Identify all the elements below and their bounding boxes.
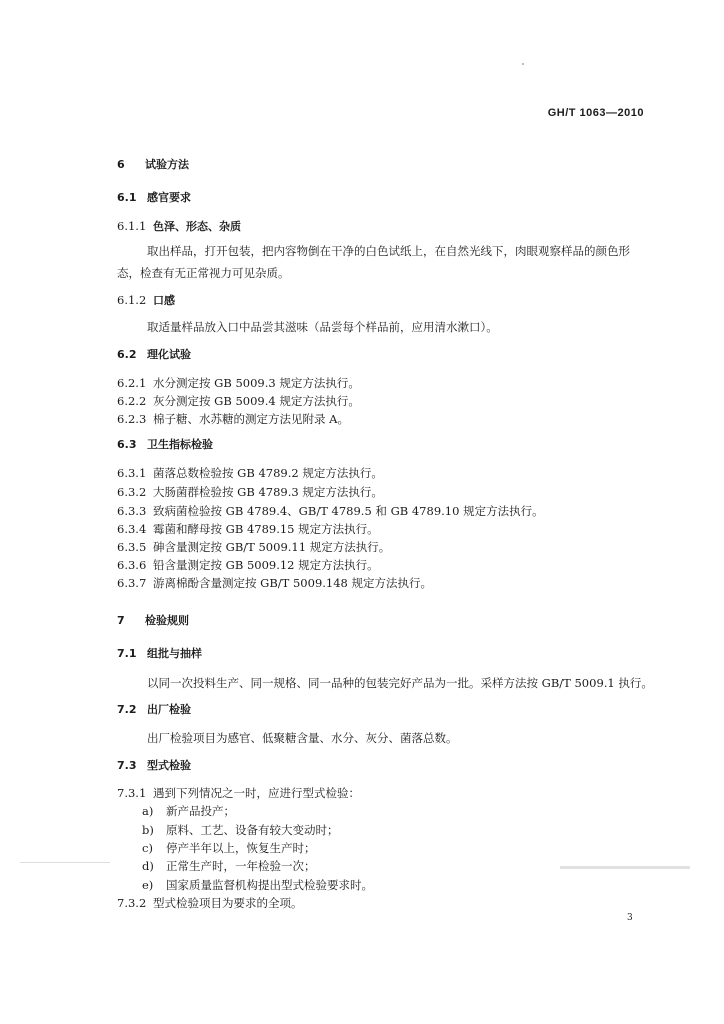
clause-6-3-2: [117, 484, 383, 500]
clause-text: 遇到下列情况之一时，应进行型式检验：: [153, 786, 360, 800]
list-item: [142, 822, 339, 838]
section-title: 口感: [153, 294, 175, 307]
clause-6-3-4: [117, 521, 379, 537]
section-6-1-heading: [117, 190, 191, 206]
clause-6-2-1: [117, 375, 360, 391]
clause-6-2-3: [117, 411, 349, 427]
list-text: 正常生产时，一年检验一次；: [166, 859, 316, 873]
clause-number: 7.3.1: [117, 786, 147, 800]
standard-code: GH/T 1063—2010: [547, 107, 644, 119]
section-7-1-heading: [117, 646, 202, 662]
clause-number: 6.3.7: [117, 576, 147, 590]
clause-number: 6.3.5: [117, 540, 147, 554]
section-title: 试验方法: [145, 158, 189, 171]
clause-text: 水分测定按 GB 5009.3 规定方法执行。: [153, 376, 360, 390]
clause-number: 6.2.2: [117, 394, 147, 408]
list-marker: d): [142, 859, 154, 873]
list-marker: c): [142, 841, 153, 855]
clause-text: 型式检验项目为要求的全项。: [153, 896, 303, 910]
section-7-heading: [117, 613, 189, 629]
clause-number: 6.3.4: [117, 522, 147, 536]
section-number: 6.1.2: [117, 293, 147, 307]
list-item: [142, 840, 316, 856]
page-number: 3: [627, 913, 633, 923]
list-item: [142, 803, 235, 819]
section-6-1-1-heading: [117, 218, 241, 235]
section-6-1-1-text: 取出样品，打开包装，把内容物倒在干净的白色试纸上，在自然光线下，肉眼观察样品的颜色形态，检查有无正常视力可见杂质。: [117, 244, 630, 280]
section-number: 7.3: [117, 759, 137, 772]
list-item: [142, 877, 373, 893]
section-6-1-2-heading: [117, 292, 175, 309]
section-number: 6.1: [117, 191, 137, 204]
scan-speck: [522, 63, 524, 65]
section-title: 感官要求: [147, 191, 191, 204]
section-number: 6.3: [117, 438, 137, 451]
section-6-3-heading: [117, 437, 213, 453]
clause-6-3-1: [117, 465, 383, 481]
clause-number: 6.3.3: [117, 504, 147, 518]
scan-noise-line: [560, 866, 690, 869]
clause-6-3-5: [117, 539, 390, 555]
list-item: [142, 858, 316, 874]
clause-6-2-2: [117, 393, 360, 409]
clause-text: 铅含量测定按 GB 5009.12 规定方法执行。: [153, 558, 379, 572]
clause-text: 菌落总数检验按 GB 4789.2 规定方法执行。: [153, 466, 383, 480]
clause-text: 大肠菌群检验按 GB 4789.3 规定方法执行。: [153, 485, 383, 499]
list-text: 停产半年以上，恢复生产时；: [166, 841, 316, 855]
clause-text: 游离棉酚含量测定按 GB/T 5009.148 规定方法执行。: [153, 576, 433, 590]
list-text: 国家质量监督机构提出型式检验要求时。: [166, 878, 373, 892]
section-6-1-2-text: 取适量样品放入口中品尝其滋味（品尝每个样品前，应用清水漱口）。: [147, 320, 498, 334]
list-marker: b): [142, 823, 154, 837]
section-6-2-heading: [117, 347, 191, 363]
list-marker: e): [142, 878, 154, 892]
clause-7-3-2: [117, 895, 303, 911]
clause-6-3-7: [117, 575, 432, 591]
section-title: 理化试验: [147, 348, 191, 361]
clause-number: 6.3.6: [117, 558, 147, 572]
clause-number: 6.3.2: [117, 485, 147, 499]
list-text: 原料、工艺、设备有较大变动时；: [166, 823, 339, 837]
scan-noise-line: [20, 862, 110, 863]
clause-6-3-6: [117, 557, 379, 573]
section-title: 检验规则: [145, 614, 189, 627]
section-7-1-text: 以同一次投料生产、同一规格、同一品种的包装完好产品为一批。采样方法按 GB/T 5009.1 执行。: [147, 676, 653, 690]
section-title: 色泽、形态、杂质: [153, 220, 241, 233]
list-text: 新产品投产；: [166, 804, 235, 818]
section-title: 出厂检验: [147, 703, 191, 716]
section-title: 组批与抽样: [147, 647, 202, 660]
clause-number: 6.2.3: [117, 412, 147, 426]
section-number: 6: [117, 158, 125, 171]
section-number: 6.2: [117, 348, 137, 361]
clause-text: 灰分测定按 GB 5009.4 规定方法执行。: [153, 394, 360, 408]
section-7-3-heading: [117, 758, 191, 774]
section-number: 7: [117, 614, 125, 627]
clause-text: 霉菌和酵母按 GB 4789.15 规定方法执行。: [153, 522, 379, 536]
section-number: 7.2: [117, 703, 137, 716]
clause-6-3-3: [117, 503, 544, 519]
section-7-2-heading: [117, 702, 191, 718]
section-title: 型式检验: [147, 759, 191, 772]
list-marker: a): [142, 804, 154, 818]
clause-text: 致病菌检验按 GB 4789.4、GB/T 4789.5 和 GB 4789.10 规定方法执行。: [153, 504, 544, 518]
section-6-heading: [117, 157, 189, 173]
clause-text: 棉子糖、水苏糖的测定方法见附录 A。: [153, 412, 349, 426]
section-number: 6.1.1: [117, 219, 147, 233]
section-number: 7.1: [117, 647, 137, 660]
clause-number: 6.2.1: [117, 376, 147, 390]
clause-number: 7.3.2: [117, 896, 147, 910]
section-title: 卫生指标检验: [147, 438, 213, 451]
clause-number: 6.3.1: [117, 466, 147, 480]
section-7-2-text: 出厂检验项目为感官、低聚糖含量、水分、灰分、菌落总数。: [147, 731, 458, 745]
clause-text: 砷含量测定按 GB/T 5009.11 规定方法执行。: [153, 540, 391, 554]
clause-7-3-1: [117, 785, 360, 801]
